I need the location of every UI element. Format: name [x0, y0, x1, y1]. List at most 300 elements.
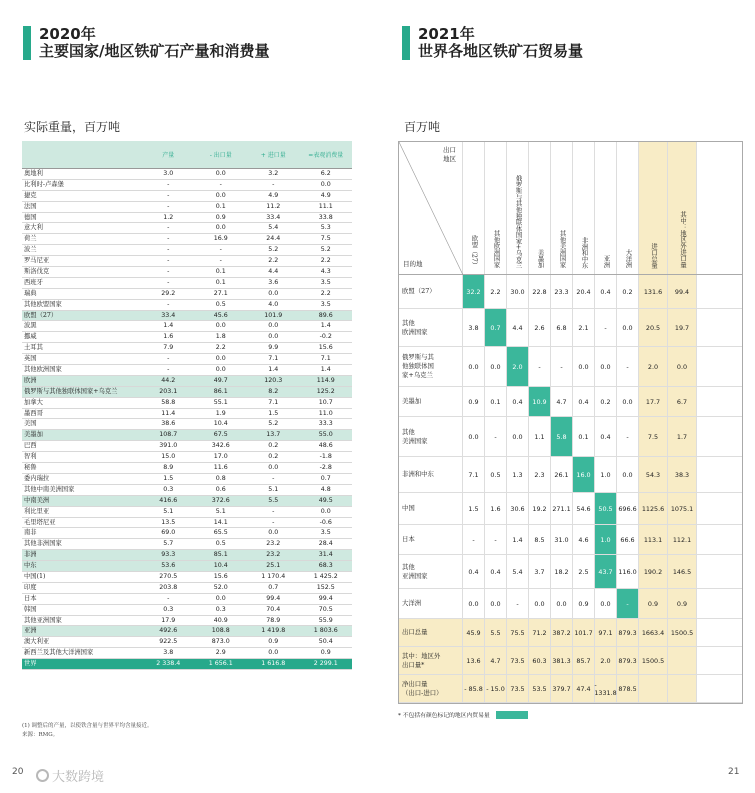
table-cell: 44.2	[161, 376, 176, 384]
row-label: 罗马尼亚	[24, 257, 50, 265]
table-row	[22, 583, 352, 594]
table-row	[22, 343, 352, 354]
table-row	[22, 550, 352, 561]
matrix-cell: 54.6	[573, 493, 595, 524]
table-cell: 152.5	[316, 583, 335, 591]
matrix-cell: 17.7	[639, 387, 668, 416]
row-label: 美国	[24, 420, 37, 428]
table-cell: -	[167, 202, 170, 210]
col-header-label: 其他美洲国家	[558, 230, 566, 268]
table-cell: 7.1	[268, 355, 279, 363]
table-cell: 922.5	[159, 638, 178, 646]
matrix-cell: 23.3	[551, 275, 573, 308]
matrix-cell: 879.3	[617, 647, 639, 674]
table-cell: 0.1	[215, 202, 226, 210]
matrix-cell: 4.7	[485, 647, 507, 674]
table-cell: 391.0	[159, 442, 178, 450]
watermark-icon	[36, 769, 49, 782]
table-cell: -	[167, 180, 170, 188]
row-label: 土耳其	[24, 344, 43, 352]
row-label: 欧盟（27）	[399, 275, 463, 308]
row-label: 比利时-卢森堡	[24, 180, 64, 188]
table-cell: 4.0	[268, 300, 279, 308]
table-header	[22, 141, 352, 169]
table-cell: 1.5	[268, 409, 279, 417]
matrix-cell: 20.4	[573, 275, 595, 308]
matrix-corner	[399, 142, 463, 274]
row-label: 波黑	[24, 322, 37, 330]
heading-accent-bar	[402, 26, 410, 60]
row-label: 俄罗斯与其 他独联体国 家+乌克兰	[399, 347, 463, 386]
table-cell: 45.6	[213, 311, 228, 319]
left-unit: 实际重量，百万吨	[24, 120, 121, 134]
matrix-cell: 379.7	[551, 675, 573, 702]
matrix-col-header	[573, 142, 595, 274]
table-cell: 11.4	[161, 409, 176, 417]
col-header-label: 进口总量	[650, 242, 657, 268]
matrix-row	[399, 675, 742, 703]
matrix-cell: 99.4	[668, 275, 697, 308]
table-row	[22, 659, 352, 670]
table-cell: -	[219, 246, 222, 254]
matrix-cell: 0.2	[595, 387, 617, 416]
row-label: 印度	[24, 583, 37, 591]
matrix-cell: 696.6	[617, 493, 639, 524]
row-label: 其他欧洲国家	[24, 366, 62, 374]
matrix-cell: 0.9	[463, 387, 485, 416]
matrix-cell: 101.7	[573, 619, 595, 646]
table-cell: 24.4	[266, 235, 281, 243]
col-header-label: 俄罗斯与其他独联体国家+乌克兰	[514, 174, 522, 268]
table-cell: 14.1	[213, 518, 228, 526]
matrix-row	[399, 417, 742, 457]
row-label: 其他中南美洲国家	[24, 485, 75, 493]
matrix-row	[399, 525, 742, 555]
table-row	[22, 234, 352, 245]
table-cell: -	[167, 366, 170, 374]
matrix-cell: 1125.6	[639, 493, 668, 524]
matrix-cell: 0.0	[595, 347, 617, 386]
table-cell: 270.5	[159, 572, 178, 580]
row-label: 大洋洲	[399, 589, 463, 618]
table-row	[22, 463, 352, 474]
left-heading	[23, 26, 269, 60]
table-cell: 3.5	[320, 300, 331, 308]
table-row	[22, 267, 352, 278]
matrix-cell: 4.7	[551, 387, 573, 416]
table-row	[22, 387, 352, 398]
row-label: 亚洲	[24, 627, 37, 635]
table-cell: 5.1	[163, 507, 174, 515]
table-cell: 3.0	[163, 170, 174, 177]
table-cell: 0.3	[163, 605, 174, 613]
production-consumption-table	[22, 141, 352, 670]
matrix-cell: 6.8	[551, 309, 573, 346]
table-body	[22, 169, 352, 670]
col-header-label: 其他欧洲国家	[492, 230, 500, 268]
table-cell: 11.2	[266, 202, 281, 210]
table-cell: -1.8	[319, 453, 332, 461]
table-cell: 492.6	[159, 627, 178, 635]
table-cell: 0.0	[268, 322, 279, 330]
matrix-cell: 2.1	[573, 309, 595, 346]
table-cell: 2 338.4	[156, 660, 181, 668]
table-cell: 49.7	[213, 376, 228, 384]
col-header: 产量	[162, 152, 175, 159]
table-row	[22, 430, 352, 441]
watermark-text: 大数跨境	[52, 770, 105, 785]
row-label: 美墨加	[399, 387, 463, 416]
table-cell: 7.1	[320, 355, 331, 363]
col-header-label: 其中：地区外进口量	[679, 211, 686, 268]
matrix-cell: 0.9	[668, 589, 697, 618]
matrix-cell: 878.5	[617, 675, 639, 702]
table-cell: 4.9	[320, 191, 331, 199]
matrix-row	[399, 555, 742, 589]
col-header-label: 亚洲	[602, 255, 610, 268]
table-cell: 58.8	[161, 398, 176, 406]
table-cell: 108.7	[159, 431, 178, 439]
matrix-cell: 10.9	[529, 387, 551, 416]
source-note: 来源：RMG。	[22, 732, 59, 738]
table-cell: 85.1	[213, 551, 228, 559]
matrix-cell: 381.3	[551, 647, 573, 674]
matrix-cell: 0.1	[485, 387, 507, 416]
matrix-cell: 4.6	[573, 525, 595, 554]
table-cell: 49.5	[318, 496, 333, 504]
table-cell: 2.9	[215, 649, 226, 657]
table-cell: -0.6	[319, 518, 332, 526]
table-cell: 873.0	[211, 638, 230, 646]
matrix-cell: 387.2	[551, 619, 573, 646]
table-cell: -	[167, 594, 170, 602]
matrix-row	[399, 309, 742, 347]
table-row	[22, 321, 352, 332]
table-cell: 89.6	[318, 311, 333, 319]
table-cell: 0.0	[320, 507, 331, 515]
table-cell: 11.6	[213, 464, 228, 472]
table-row	[22, 398, 352, 409]
matrix-row	[399, 493, 742, 525]
matrix-cell: 43.7	[595, 555, 617, 588]
row-label: 墨西哥	[24, 409, 43, 417]
row-label: 澳大利亚	[24, 638, 50, 646]
table-row	[22, 616, 352, 627]
matrix-cell: 0.1	[573, 417, 595, 456]
matrix-cell: 16.0	[573, 457, 595, 492]
matrix-cell: 1500.5	[639, 647, 668, 674]
table-cell: 372.6	[211, 496, 230, 504]
table-cell: 1 170.4	[261, 572, 286, 580]
table-cell: -	[272, 507, 275, 515]
row-label: 毛里塔尼亚	[24, 518, 56, 526]
matrix-cell	[668, 675, 697, 702]
table-cell: 13.7	[266, 431, 281, 439]
table-cell: 5.2	[268, 420, 279, 428]
matrix-cell: 19.7	[668, 309, 697, 346]
table-cell: -	[167, 355, 170, 363]
table-row	[22, 300, 352, 311]
table-cell: 1.4	[268, 366, 279, 374]
matrix-row	[399, 647, 742, 675]
matrix-cell: 0.7	[485, 309, 507, 346]
matrix-cell: - 1331.8	[595, 675, 617, 702]
row-label: 净出口量 （出口-进口）	[399, 675, 463, 702]
table-cell: 40.9	[213, 616, 228, 624]
matrix-cell: 0.4	[595, 275, 617, 308]
row-label: 韩国	[24, 605, 37, 613]
matrix-cell: 0.0	[507, 417, 529, 456]
table-cell: 10.4	[213, 420, 228, 428]
table-cell: 5.4	[268, 224, 279, 232]
table-cell: -	[167, 257, 170, 265]
matrix-cell: 0.0	[529, 589, 551, 618]
table-row	[22, 507, 352, 518]
table-cell: 0.7	[268, 583, 279, 591]
matrix-cell: 7.5	[639, 417, 668, 456]
row-label: 中东	[24, 562, 37, 570]
matrix-cell: 2.0	[595, 647, 617, 674]
matrix-cell: -	[551, 347, 573, 386]
matrix-cell: 73.5	[507, 675, 529, 702]
table-row	[22, 528, 352, 539]
table-cell: -	[272, 180, 275, 188]
matrix-cell: -	[507, 589, 529, 618]
matrix-cell: 13.6	[463, 647, 485, 674]
matrix-cell: 5.8	[551, 417, 573, 456]
page-number: 20	[12, 767, 24, 777]
table-cell: 6.2	[320, 170, 331, 177]
matrix-cell	[639, 675, 668, 702]
table-cell: 8.2	[268, 387, 279, 395]
row-label: 波兰	[24, 246, 37, 254]
matrix-row	[399, 589, 742, 619]
row-label: 日本	[399, 525, 463, 554]
left-year: 2020年	[39, 25, 96, 43]
table-cell: 342.6	[211, 442, 230, 450]
matrix-cell: 1.6	[485, 493, 507, 524]
matrix-row	[399, 275, 742, 309]
footnote: (1) 调整后的产量，以使铁含量与世界平均含量接近。	[22, 723, 153, 729]
table-row	[22, 256, 352, 267]
matrix-cell: 0.0	[617, 457, 639, 492]
matrix-cell: 18.2	[551, 555, 573, 588]
matrix-cell: 271.1	[551, 493, 573, 524]
table-row	[22, 452, 352, 463]
matrix-cell: 0.0	[668, 347, 697, 386]
table-row	[22, 202, 352, 213]
table-cell: 70.5	[318, 605, 333, 613]
table-cell: 0.9	[320, 649, 331, 657]
table-cell: -2.8	[319, 464, 332, 472]
table-cell: 2.2	[215, 344, 226, 352]
matrix-cell: 2.2	[485, 275, 507, 308]
table-cell: 11.0	[318, 409, 333, 417]
row-label: 出口总量	[399, 619, 463, 646]
col-header: =表观消费量	[308, 152, 344, 159]
table-row	[22, 213, 352, 224]
table-row	[22, 278, 352, 289]
table-row	[22, 169, 352, 180]
matrix-cell: 0.4	[485, 555, 507, 588]
right-title: 世界各地区铁矿石贸易量	[418, 42, 584, 60]
table-cell: 99.4	[318, 594, 333, 602]
matrix-row	[399, 457, 742, 493]
table-cell: 11.1	[318, 202, 333, 210]
table-cell: 55.0	[318, 431, 333, 439]
row-label: 西班牙	[24, 278, 43, 286]
table-cell: 4.9	[268, 191, 279, 199]
table-cell: 1 425.2	[313, 572, 338, 580]
table-cell: 1 656.1	[208, 660, 233, 668]
table-cell: 3.5	[320, 278, 331, 286]
row-label: 德国	[24, 213, 37, 221]
matrix-cell: 0.0	[595, 589, 617, 618]
table-cell: 0.3	[215, 605, 226, 613]
table-cell: 86.1	[213, 387, 228, 395]
matrix-cell: -	[617, 417, 639, 456]
table-cell: -	[167, 235, 170, 243]
table-cell: 52.0	[213, 583, 228, 591]
table-cell: 5.2	[320, 246, 331, 254]
table-cell: 29.2	[161, 289, 176, 297]
table-cell: -0.2	[319, 333, 332, 341]
matrix-cell: 131.6	[639, 275, 668, 308]
row-label: 其他 美洲国家	[399, 417, 463, 456]
table-cell: 13.5	[161, 518, 176, 526]
note-text: * 不包括有颜色标记的地区内贸易量	[398, 713, 490, 719]
row-label: 其中：地区外 出口量*	[399, 647, 463, 674]
table-cell: 0.2	[268, 453, 279, 461]
table-cell: 33.3	[318, 420, 333, 428]
col-header-label: 美墨加	[536, 249, 544, 268]
table-cell: 31.4	[318, 551, 333, 559]
matrix-row	[399, 387, 742, 417]
row-label: 其他非洲国家	[24, 540, 62, 548]
matrix-cell: 1.1	[529, 417, 551, 456]
table-cell: 93.3	[161, 551, 176, 559]
table-row	[22, 180, 352, 191]
table-row	[22, 474, 352, 485]
matrix-cell: -	[463, 525, 485, 554]
page-number: 21	[728, 767, 740, 777]
row-label: 中国(1)	[24, 572, 46, 580]
row-label: 奥地利	[24, 170, 43, 177]
table-cell: 15.0	[161, 453, 176, 461]
table-cell: 3.2	[268, 170, 279, 177]
table-cell: 2 299.1	[313, 660, 338, 668]
matrix-cell: 66.6	[617, 525, 639, 554]
table-row	[22, 572, 352, 583]
table-cell: 0.0	[215, 322, 226, 330]
matrix-cell: 85.7	[573, 647, 595, 674]
table-row	[22, 376, 352, 387]
table-row	[22, 626, 352, 637]
row-label: 意大利	[24, 224, 43, 232]
table-cell: 0.9	[268, 638, 279, 646]
matrix-cell: - 85.8	[463, 675, 485, 702]
table-cell: 0.0	[215, 366, 226, 374]
table-cell: 3.6	[268, 278, 279, 286]
matrix-cell: 38.3	[668, 457, 697, 492]
matrix-cell: 146.5	[668, 555, 697, 588]
table-cell: 55.1	[213, 398, 228, 406]
row-label: 非洲和中东	[399, 457, 463, 492]
matrix-cell: 8.5	[529, 525, 551, 554]
table-cell: 5.7	[163, 540, 174, 548]
row-label: 其他 欧洲国家	[399, 309, 463, 346]
table-cell: 15.6	[318, 344, 333, 352]
matrix-cell: 0.4	[463, 555, 485, 588]
table-cell: 0.0	[320, 180, 331, 188]
matrix-cell: 0.0	[617, 309, 639, 346]
table-cell: 2.2	[320, 257, 331, 265]
table-cell: 1.4	[320, 366, 331, 374]
table-cell: 0.7	[320, 474, 331, 482]
color-swatch	[496, 711, 528, 719]
matrix-col-header	[463, 142, 485, 274]
table-cell: -	[167, 278, 170, 286]
matrix-cell: 1500.5	[668, 619, 697, 646]
table-cell: 28.4	[318, 540, 333, 548]
watermark-logo	[36, 766, 104, 785]
matrix-cell: 0.0	[551, 589, 573, 618]
table-cell: 10.4	[213, 562, 228, 570]
row-label: 中国	[399, 493, 463, 524]
table-cell: 0.0	[215, 191, 226, 199]
matrix-cell: 73.5	[507, 647, 529, 674]
matrix-body	[399, 275, 742, 703]
table-cell: 0.0	[268, 289, 279, 297]
table-cell: 23.2	[266, 540, 281, 548]
table-cell: 7.9	[163, 344, 174, 352]
table-cell: 108.8	[211, 627, 230, 635]
table-cell: 0.8	[215, 474, 226, 482]
matrix-cell: 0.0	[573, 347, 595, 386]
row-label: 欧洲	[24, 376, 37, 384]
matrix-cell: 0.0	[485, 589, 507, 618]
matrix-cell: 97.1	[595, 619, 617, 646]
matrix-cell: 112.1	[668, 525, 697, 554]
matrix-col-header	[595, 142, 617, 274]
table-cell: 2.2	[320, 289, 331, 297]
table-cell: 48.6	[318, 442, 333, 450]
table-cell: 203.1	[159, 387, 178, 395]
table-cell: 0.1	[215, 278, 226, 286]
matrix-cell: -	[595, 309, 617, 346]
right-note	[398, 710, 528, 719]
table-cell: 38.6	[161, 420, 176, 428]
row-label: 非洲	[24, 551, 37, 559]
matrix-cell: 0.0	[463, 589, 485, 618]
table-cell: 78.9	[266, 616, 281, 624]
table-row	[22, 365, 352, 376]
table-cell: -	[219, 257, 222, 265]
table-cell: -	[167, 191, 170, 199]
matrix-cell: 22.8	[529, 275, 551, 308]
matrix-col-header	[529, 142, 551, 274]
table-cell: 5.1	[268, 485, 279, 493]
table-cell: 27.1	[213, 289, 228, 297]
matrix-cell: 75.5	[507, 619, 529, 646]
matrix-cell: 26.1	[551, 457, 573, 492]
table-cell: 5.1	[215, 507, 226, 515]
row-label: 法国	[24, 202, 37, 210]
table-cell: 4.3	[320, 268, 331, 276]
table-cell: 99.4	[266, 594, 281, 602]
corner-export-label: 出口 地区	[443, 146, 456, 163]
matrix-cell: 0.4	[507, 387, 529, 416]
